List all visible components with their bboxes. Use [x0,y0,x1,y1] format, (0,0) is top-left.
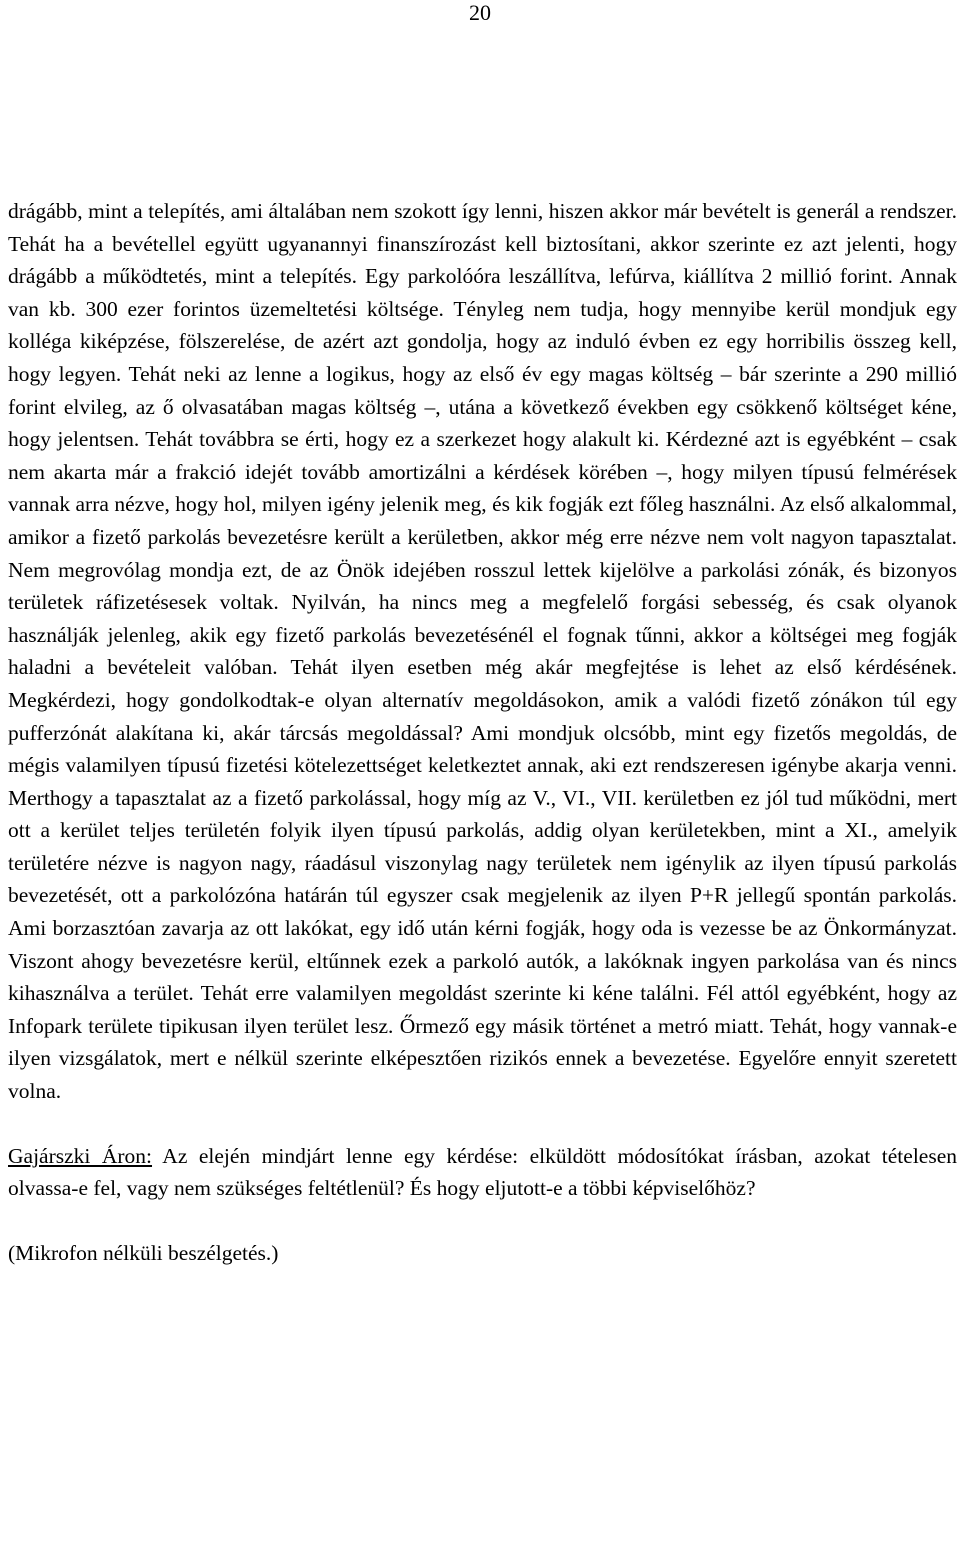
document-body [8,195,957,1269]
paragraph-note: (Mikrofon nélküli beszélgetés.) [8,1240,279,1265]
question-text: Az elején mindjárt lenne egy kérdése: elküldött módosítókat írásban, azokat tételesen olvassa-e fel, vagy nem szükséges feltétlenül? És hogy eljutott-e a többi képviselőhöz? [8,1143,957,1201]
speaker-name: Gajárszki Áron: [8,1143,153,1168]
paragraph-question [8,1140,957,1205]
paragraph-speech: drágább, mint a telepítés, ami általában nem szokott így lenni, hiszen akkor már bevételt is generál a rendszer. Tehát ha a bevétellel együtt ugyanannyi finanszírozást kell biztosítani, akkor szerinte ez azt jelenti, hogy drágább a működtetés, mint a telepítés. Egy parkolóóra leszállítva, lefúrva, kiállítva 2 millió forint. Annak van kb. 300 ezer forintos üzemeltetési költsége. Tényleg nem tudja, hogy mennyibe kerül mondjuk egy kolléga kiképzése, fölszerelése, de azért azt gondolja, hogy az induló évben ez egy horribilis összeg kell, hogy legyen. Tehát neki az lenne a logikus, hogy az első év egy magas költség – bár szerinte a 290 millió forint elvileg, az ő olvasatában magas költség –, utána a következő években egy csökkenő költséget kéne, hogy jelentsen. Tehát továbbra se érti, hogy ez a szerkezet hogy alakult ki. Kérdezné azt is egyébként – csak nem akarta már a frakció idejét tovább amortizálni a kérdések körében –, hogy milyen típusú felmérések vannak arra nézve, hogy hol, milyen igény jelenik meg, és kik fogják ezt főleg használni. Az első alkalommal, amikor a fizető parkolás bevezetésre került a kerületben, akkor még erre nézve nem volt nagyon tapasztalat. Nem megrovólag mondja ezt, de az Önök idejében rosszul lettek kijelölve a parkolási zónák, és bizonyos területek ráfizetésesek voltak. Nyilván, ha nincs meg a megfelelő forgási sebesség, és csak olyanok használják jelenleg, akik egy fizető parkolás bevezetésénél el fognak tűnni, akkor a költségei meg fogják haladni a bevételeit valóban. Tehát ilyen esetben még akár megfejtése is lehet az első kérdésének. Megkérdezi, hogy gondolkodtak-e olyan alternatív megoldásokon, amik a valódi fizető zónákon túl egy pufferzónát alakítana ki, akár tárcsás megoldással? Ami mondjuk olcsóbb, mint egy fizetős megoldás, de mégis valamilyen típusú fizetési kötelezettséget keletkeztet annak, aki ezt rendszeresen igénybe akarja venni. Merthogy a tapasztalat az a fizető parkolással, hogy míg az V., VI., VII. kerületben ez jól tud működni, mert ott a kerület teljes területén folyik ilyen típusú parkolás, addig olyan kerületekben, mint a XI., amelyik területére nézve is nagyon nagy, ráadásul viszonylag nagy területek nem igénylik az ilyen típusú parkolás bevezetését, ott a parkolózóna határán túl egyszer csak megjelenik az ilyen P+R jellegű spontán parkolás. Ami borzasztóan zavarja az ott lakókat, egy idő után kérni fogják, hogy oda is vezesse be az Önkormányzat. Viszont ahogy bevezetésre kerül, eltűnnek ezek a parkoló autók, a lakóknak ingyen parkolása van és nincs kihasználva a terület. Tehát erre valamilyen megoldást szerinte ki kéne találni. Fél attól egyébként, hogy az Infopark területe tipikusan ilyen terület lesz. Őrmező egy másik történet a metró miatt. Tehát, hogy vannak-e ilyen vizsgálatok, mert e nélkül szerinte elképesztően rizikós ennek a bevezetése. Egyelőre ennyit szeretett volna. [8,199,957,1104]
page-number: 20 [469,0,491,25]
